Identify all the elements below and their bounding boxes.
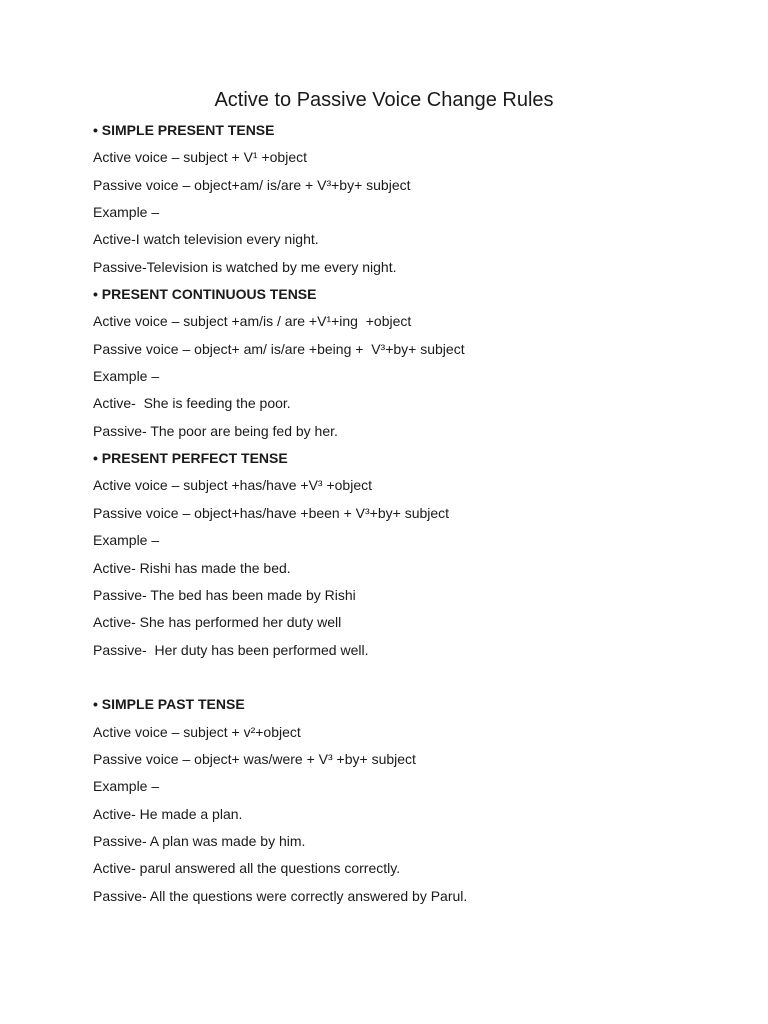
rule-active: Active voice – subject + V¹ +object xyxy=(93,149,307,166)
example-label: Example – xyxy=(93,204,160,221)
rule-passive: Passive voice – object+ was/were + V³ +by+ subject xyxy=(93,750,416,767)
example-active: Active- parul answered all the questions correctly. xyxy=(93,860,401,877)
section-present-perfect xyxy=(93,445,713,664)
example-passive: Passive- A plan was made by him. xyxy=(93,832,306,849)
section-heading: • SIMPLE PAST TENSE xyxy=(93,696,245,713)
example-passive: Passive-Television is watched by me every night. xyxy=(93,258,397,275)
example-active: Active- She is feeding the poor. xyxy=(93,395,291,412)
section-heading: • SIMPLE PRESENT TENSE xyxy=(93,122,275,138)
rule-active: Active voice – subject +am/is / are +V¹+ing +object xyxy=(93,313,412,330)
rule-passive: Passive voice – object+ am/ is/are +being + V³+by+ subject xyxy=(93,340,465,357)
example-active: Active- She has performed her duty well xyxy=(93,614,342,631)
example-passive: Passive- The poor are being fed by her. xyxy=(93,422,338,439)
section-heading: • PRESENT PERFECT TENSE xyxy=(93,450,288,467)
rule-active: Active voice – subject + v²+object xyxy=(93,723,301,740)
example-passive: Passive- The bed has been made by Rishi xyxy=(93,586,356,603)
section-spacer xyxy=(93,664,713,691)
example-active: Active- Rishi has made the bed. xyxy=(93,559,291,576)
example-active: Active- He made a plan. xyxy=(93,805,243,822)
example-label: Example – xyxy=(93,778,160,795)
section-simple-present xyxy=(93,117,713,281)
section-heading: • PRESENT CONTINUOUS TENSE xyxy=(93,286,317,303)
section-present-continuous xyxy=(93,281,713,445)
example-passive: Passive- Her duty has been performed well. xyxy=(93,641,369,658)
document-body xyxy=(93,117,713,910)
example-active: Active-I watch television every night. xyxy=(93,231,319,248)
section-simple-past xyxy=(93,691,713,910)
page-title: Active to Passive Voice Change Rules xyxy=(214,89,554,111)
rule-passive: Passive voice – object+has/have +been + V³+by+ subject xyxy=(93,504,450,521)
example-label: Example – xyxy=(93,368,160,385)
example-passive: Passive- All the questions were correctly answered by Parul. xyxy=(93,887,468,904)
example-label: Example – xyxy=(93,532,160,549)
rule-passive: Passive voice – object+am/ is/are + V³+by+ subject xyxy=(93,176,411,193)
rule-active: Active voice – subject +has/have +V³ +object xyxy=(93,477,372,494)
